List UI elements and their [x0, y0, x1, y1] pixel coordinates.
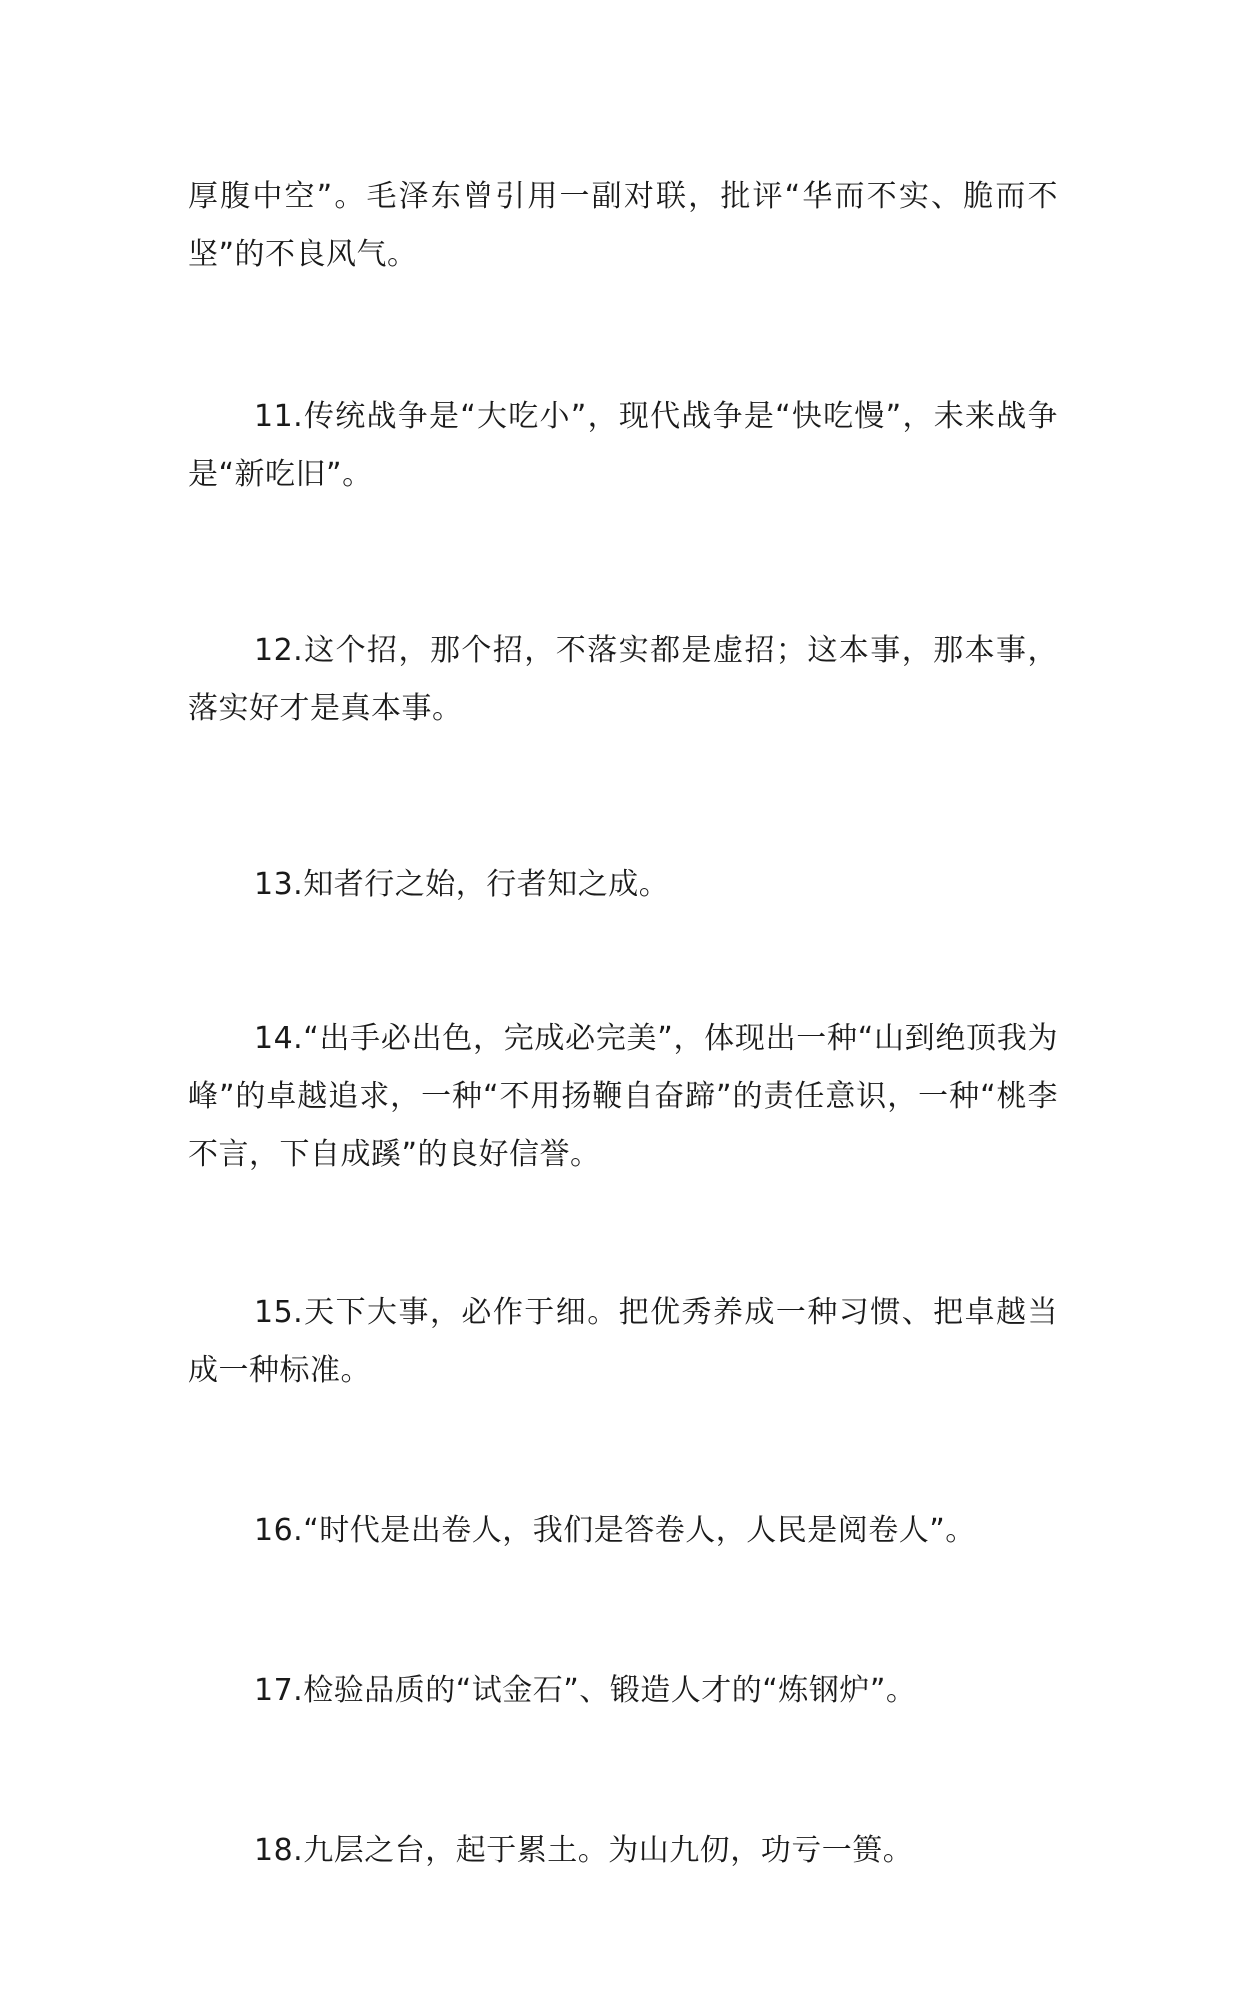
paragraph-11: 11.传统战争是“大吃小”，现代战争是“快吃慢”，未来战争是“新吃旧”。: [188, 399, 1058, 492]
document-page: [188, 168, 1058, 1998]
paragraph-17: 17.检验品质的“试金石”、锻造人才的“炼钢炉”。: [254, 1673, 917, 1708]
paragraph-15: 15.天下大事，必作于细。把优秀养成一种习惯、把卓越当成一种标准。: [188, 1295, 1058, 1388]
paragraph-13: 13.知者行之始，行者知之成。: [254, 867, 670, 902]
paragraph-continuation: 厚腹中空”。毛泽东曾引用一副对联，批评“华而不实、脆而不坚”的不良风气。: [188, 179, 1058, 272]
paragraph-12: 12.这个招，那个招，不落实都是虚招；这本事，那本事，落实好才是真本事。: [188, 633, 1058, 726]
paragraph-14: 14.“出手必出色，完成必完美”，体现出一种“山到绝顶我为峰”的卓越追求，一种“不用扬鞭自奋蹄”的责任意识，一种“桃李不言，下自成蹊”的良好信誉。: [188, 1021, 1058, 1172]
paragraph-18: 18.九层之台，起于累土。为山九仞，功亏一篑。: [254, 1833, 914, 1868]
paragraph-16: 16.“时代是出卷人，我们是答卷人，人民是阅卷人”。: [254, 1513, 976, 1548]
